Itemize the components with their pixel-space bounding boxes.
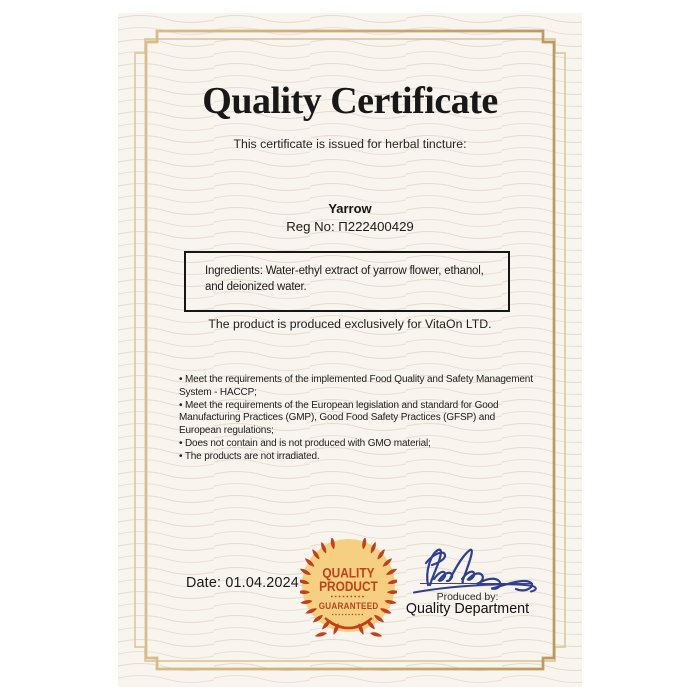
requirement-item: • Meet the requirements of the implemented Food Quality and Safety Management System - HACCP; xyxy=(179,374,535,400)
requirement-item: • The products are not irradiated. xyxy=(179,451,535,464)
ingredients-text: Ingredients: Water-ethyl extract of yarrow flower, ethanol, and deionized water. xyxy=(205,265,484,293)
certificate-paper xyxy=(118,13,582,687)
signature-strokes xyxy=(414,550,536,593)
quality-badge-icon xyxy=(300,538,397,642)
requirement-item: • Meet the requirements of the European legislation and standard for Good Manufacturing Practices (GMP), Good Food Safety Practices (GFSP) and European regulations; xyxy=(179,400,535,438)
issue-date: Date: 01.04.2024 xyxy=(186,575,299,591)
certificate-subtitle: This certificate is issued for herbal tincture: xyxy=(233,137,467,151)
quality-department: Quality Department xyxy=(405,601,530,617)
badge-text-group xyxy=(319,565,379,615)
registration-number: Reg No: П222400429 xyxy=(286,219,414,234)
requirement-item: • Does not contain and is not produced with GMO material; xyxy=(179,438,535,451)
exclusivity-note: The product is produced exclusively for VitaOn LTD. xyxy=(208,317,492,331)
signature-icon xyxy=(412,541,560,597)
ingredients-box xyxy=(184,251,510,312)
product-name: Yarrow xyxy=(328,201,372,216)
certificate-title: Quality Certificate xyxy=(202,80,498,122)
badge-banner: GUARANTEED xyxy=(318,600,379,612)
requirements-list xyxy=(179,374,535,464)
badge-line1: QUALITY xyxy=(322,564,375,581)
produced-by-label: Produced by: xyxy=(436,591,499,603)
badge-line2: PRODUCT xyxy=(319,578,378,595)
